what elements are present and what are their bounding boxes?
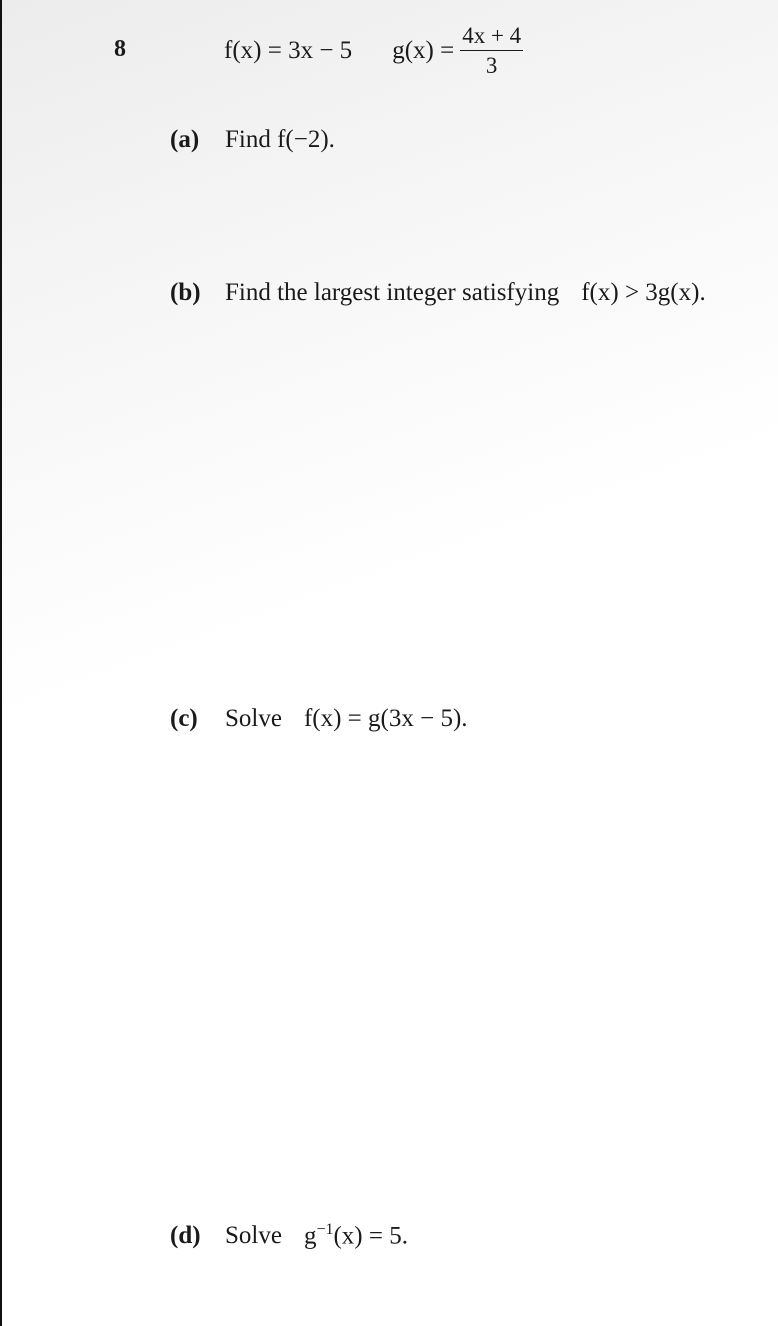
page-edge-divider bbox=[0, 0, 2, 1326]
inverse-base: g bbox=[303, 1222, 317, 1250]
part-text: Solve bbox=[225, 705, 282, 732]
inverse-superscript: −1 bbox=[316, 1221, 334, 1238]
g-numerator: 4x + 4 bbox=[460, 24, 523, 51]
part-d bbox=[170, 1221, 408, 1250]
inverse-rest: (x) = 5. bbox=[333, 1222, 408, 1250]
part-b bbox=[170, 279, 706, 307]
part-label: (b) bbox=[170, 279, 201, 306]
function-definitions bbox=[224, 24, 523, 77]
part-math: f(x) = g(3x − 5). bbox=[303, 705, 468, 732]
part-a bbox=[170, 126, 335, 154]
g-denominator: 3 bbox=[485, 53, 498, 78]
part-text: Find the largest integer satisfying bbox=[225, 279, 560, 306]
part-c bbox=[170, 705, 468, 733]
question-number: 8 bbox=[114, 36, 126, 62]
f-definition: f(x) = 3x − 5 bbox=[224, 36, 353, 64]
part-math bbox=[304, 1221, 408, 1250]
part-label: (a) bbox=[170, 126, 200, 153]
g-lhs: g(x) = bbox=[392, 36, 455, 64]
part-label: (d) bbox=[170, 1222, 201, 1250]
part-label: (c) bbox=[170, 705, 198, 732]
g-definition bbox=[392, 24, 523, 77]
part-math: f(x) > 3g(x). bbox=[581, 279, 706, 306]
part-text: Solve bbox=[225, 1222, 282, 1250]
part-text: Find f(−2). bbox=[225, 126, 335, 153]
g-fraction bbox=[460, 24, 523, 77]
